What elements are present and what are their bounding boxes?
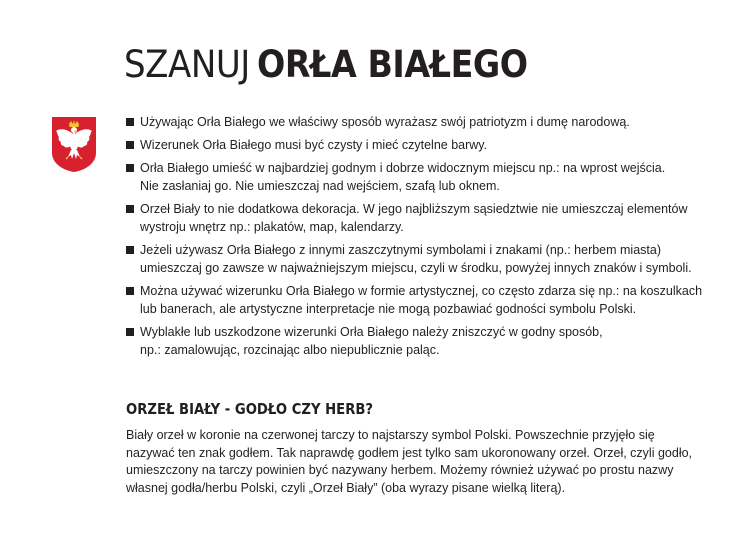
list-item xyxy=(126,200,726,236)
list-item xyxy=(126,323,726,359)
square-bullet-icon xyxy=(126,246,134,254)
rules-list xyxy=(126,113,726,364)
section-heading: ORZEŁ BIAŁY - GODŁO CZY HERB? xyxy=(126,400,374,418)
rule-text: umieszczaj go zawsze w najważniejszym miejscu, czyli w środku, powyżej innych znaków i symboli. xyxy=(140,261,692,275)
rule-text: np.: zamalowując, rozcinając albo niepublicznie paląc. xyxy=(140,343,440,357)
rule-text: Wyblakłe lub uszkodzone wizerunki Orła Białego należy zniszczyć w godny sposób, xyxy=(140,325,603,339)
list-item xyxy=(126,241,726,277)
list-item xyxy=(126,136,726,154)
page-title xyxy=(124,42,558,88)
rule-text: Nie zasłaniaj go. Nie umieszczaj nad wejściem, szafą lub oknem. xyxy=(140,179,500,193)
square-bullet-icon xyxy=(126,164,134,172)
paragraph-line: własnej godła/herbu Polski, czyli „Orzeł Biały” (oba wyrazy pisane wielką literą). xyxy=(126,480,566,495)
list-item xyxy=(126,113,726,131)
rule-text: Orzeł Biały to nie dodatkowa dekoracja. W jego najbliższym sąsiedztwie nie umieszczaj elementów xyxy=(140,202,688,216)
rule-text: Jeżeli używasz Orła Białego z innymi zaszczytnymi symbolami i znakami (np.: herbem miasta) xyxy=(140,243,661,257)
paragraph-line: nazywać ten znak godłem. Tak naprawdę godłem jest tylko sam ukoronowany orzeł. Orzeł, czyli godło, xyxy=(126,445,693,460)
square-bullet-icon xyxy=(126,141,134,149)
page-title-bold: ORŁA BIAŁEGO xyxy=(257,43,528,86)
list-item xyxy=(126,282,726,318)
paragraph-line: umieszczony na tarczy powinien być nazywany herbem. Możemy również używać po prostu nazwy xyxy=(126,463,674,477)
square-bullet-icon xyxy=(126,118,134,126)
section-paragraph xyxy=(126,427,726,497)
square-bullet-icon xyxy=(126,287,134,295)
rule-text: Wizerunek Orła Białego musi być czysty i mieć czytelne barwy. xyxy=(140,138,488,152)
square-bullet-icon xyxy=(126,328,134,336)
polish-white-eagle-emblem-icon xyxy=(50,115,98,173)
rule-text: Można używać wizerunku Orła Białego w formie artystycznej, co często zdarza się np.: na koszulkach xyxy=(140,284,703,298)
rule-text: wystroju wnętrz np.: plakatów, map, kalendarzy. xyxy=(140,220,404,234)
rule-text: lub banerach, ale artystyczne interpretacje nie mogą pozbawiać godności symbolu Polski. xyxy=(140,302,637,316)
paragraph-line: Biały orzeł w koronie na czerwonej tarczy to najstarszy symbol Polski. Powszechnie przyjęło się xyxy=(126,428,655,442)
rule-text: Orła Białego umieść w najbardziej godnym i dobrze widocznym miejscu np.: na wprost wejścia. xyxy=(140,161,666,175)
rule-text: Używając Orła Białego we właściwy sposób wyrażasz swój patriotyzm i dumę narodową. xyxy=(140,115,630,129)
square-bullet-icon xyxy=(126,205,134,213)
list-item xyxy=(126,159,726,195)
page-title-light: SZANUJ xyxy=(124,43,250,86)
